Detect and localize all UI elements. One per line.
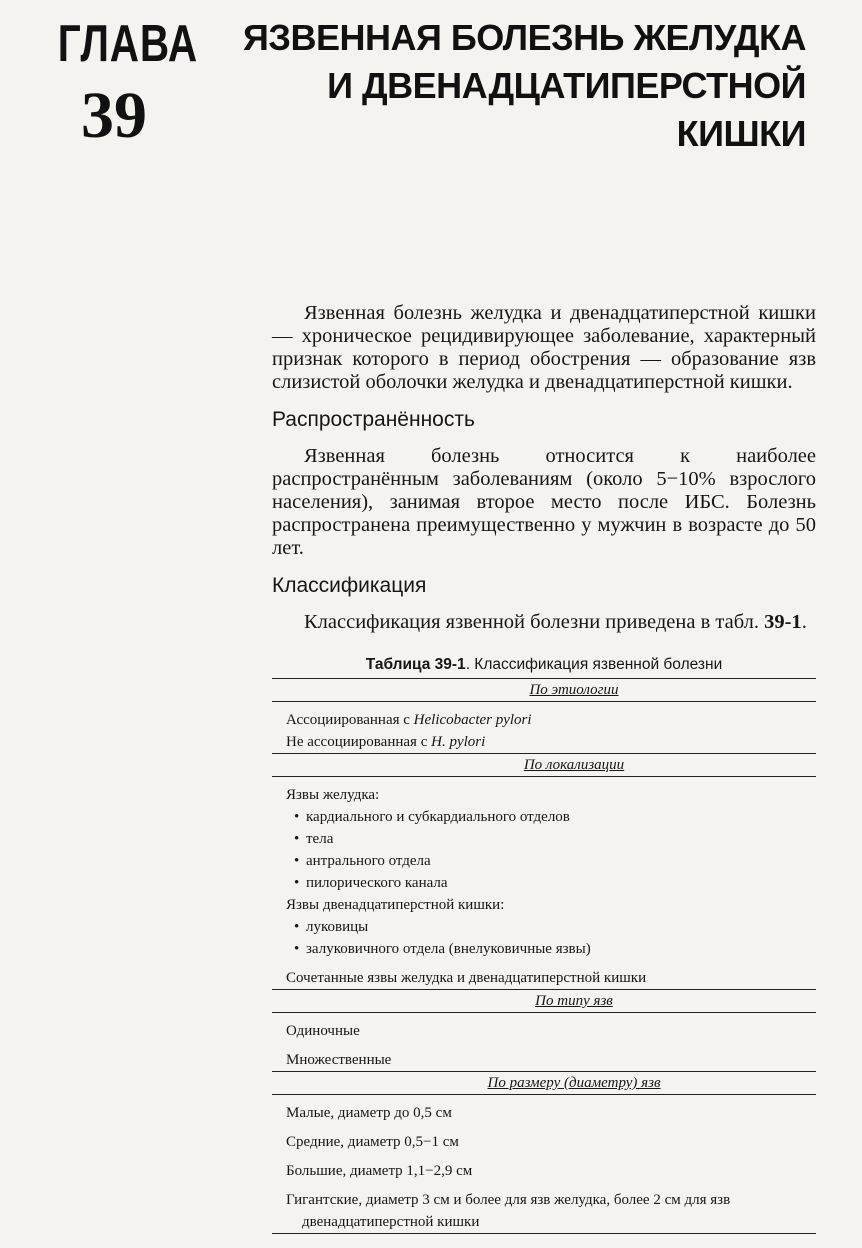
table-row — [272, 1042, 816, 1072]
table-category-header — [272, 754, 816, 777]
table-row — [272, 777, 816, 807]
category-ulcer-type: По типу язв — [272, 990, 816, 1013]
classification-text-end: . — [801, 611, 807, 633]
table-category-header — [272, 679, 816, 702]
table-cell: Гигантские, диаметр 3 см и более для язв желудка, более 2 см для язв двенадцатиперстной кишки — [272, 1182, 816, 1234]
list-item: • кардиального и субкардиального отделов — [272, 806, 816, 828]
table-cell: Одиночные — [286, 1023, 360, 1039]
table-row — [272, 1124, 816, 1153]
table-category-header — [272, 1072, 816, 1095]
category-size: По размеру (диаметру) язв — [272, 1072, 816, 1095]
table-row — [272, 894, 816, 916]
table-cell — [272, 702, 816, 732]
table-row — [272, 828, 816, 850]
cell-text: Ассоциированная с — [286, 712, 414, 728]
table-cell: Множественные — [286, 1052, 392, 1068]
table-row — [272, 1013, 816, 1043]
chapter-title-line: И ДВЕНАДЦАТИПЕРСТНОЙ — [327, 65, 806, 106]
table-row — [272, 1095, 816, 1125]
list-item: • антрального отдела — [272, 850, 816, 872]
list-item: • пилорического канала — [272, 872, 816, 894]
table-row — [272, 960, 816, 990]
chapter-title-line: КИШКИ — [676, 113, 806, 154]
chapter-badge — [38, 14, 198, 152]
table-cell: Язвы желудка: — [286, 787, 380, 803]
list-item: • тела — [272, 828, 816, 850]
prevalence-paragraph: Язвенная болезнь относится к наиболее распространённым заболеваниям (около 5−10% взрослого населения), занимая второе место после ИБС. Болезнь распространена преимущественно у мужчин в возрасте до 50 лет. — [272, 445, 816, 559]
cell-italic: H. pylori — [431, 734, 486, 750]
chapter-title-line: ЯЗВЕННАЯ БОЛЕЗНЬ ЖЕЛУДКА — [243, 17, 806, 58]
table-category-header — [272, 990, 816, 1013]
chapter-label: ГЛАВА — [57, 15, 198, 73]
table-caption — [272, 656, 816, 674]
table-cell: Большие, диаметр 1,1−2,9 см — [286, 1163, 473, 1179]
cell-text: Не ассоциированная с — [286, 734, 432, 750]
category-etiology: По этиологии — [272, 679, 816, 702]
table-row — [272, 1153, 816, 1182]
table-cell — [272, 731, 816, 754]
classification-text: Классификация язвенной болезни приведена в табл. — [304, 611, 765, 633]
list-item: • залуковичного отдела (внелуковичные язвы) — [272, 938, 816, 960]
table-reference-link[interactable]: 39-1 — [764, 611, 802, 633]
list-item: • луковицы — [272, 916, 816, 938]
cell-italic: Helicobacter pylori — [413, 712, 532, 728]
table-row — [272, 850, 816, 872]
table-caption-label: Таблица 39-1 — [365, 656, 466, 673]
main-content — [272, 302, 816, 1234]
table-cell: Малые, диаметр до 0,5 см — [286, 1105, 452, 1121]
classification-paragraph — [272, 611, 816, 634]
table-row — [272, 872, 816, 894]
category-localization: По локализации — [272, 754, 816, 777]
table-caption-text: . Классификация язвенной болезни — [465, 656, 723, 673]
table-cell: Язвы двенадцатиперстной кишки: — [286, 897, 505, 913]
table-cell: Средние, диаметр 0,5−1 см — [286, 1134, 459, 1150]
section-heading-prevalence: Распространённость — [272, 408, 475, 431]
table-row — [272, 806, 816, 828]
table-cell: Сочетанные язвы желудка и двенадцатиперстной кишки — [286, 970, 647, 986]
classification-table — [272, 678, 816, 1234]
table-row — [272, 916, 816, 938]
table-row — [272, 1182, 816, 1234]
table-row — [272, 702, 816, 732]
chapter-number: 39 — [81, 79, 147, 152]
section-heading-classification: Классификация — [272, 574, 427, 597]
intro-paragraph: Язвенная болезнь желудка и двенадцатиперстной кишки — хроническое рецидивирующее заболевание, характерный признак которого в период обострения — образование язв слизистой оболочки желудка и двенадцатиперстной кишки. — [272, 302, 816, 393]
chapter-title — [216, 14, 806, 158]
table-row — [272, 938, 816, 960]
table-row — [272, 731, 816, 754]
